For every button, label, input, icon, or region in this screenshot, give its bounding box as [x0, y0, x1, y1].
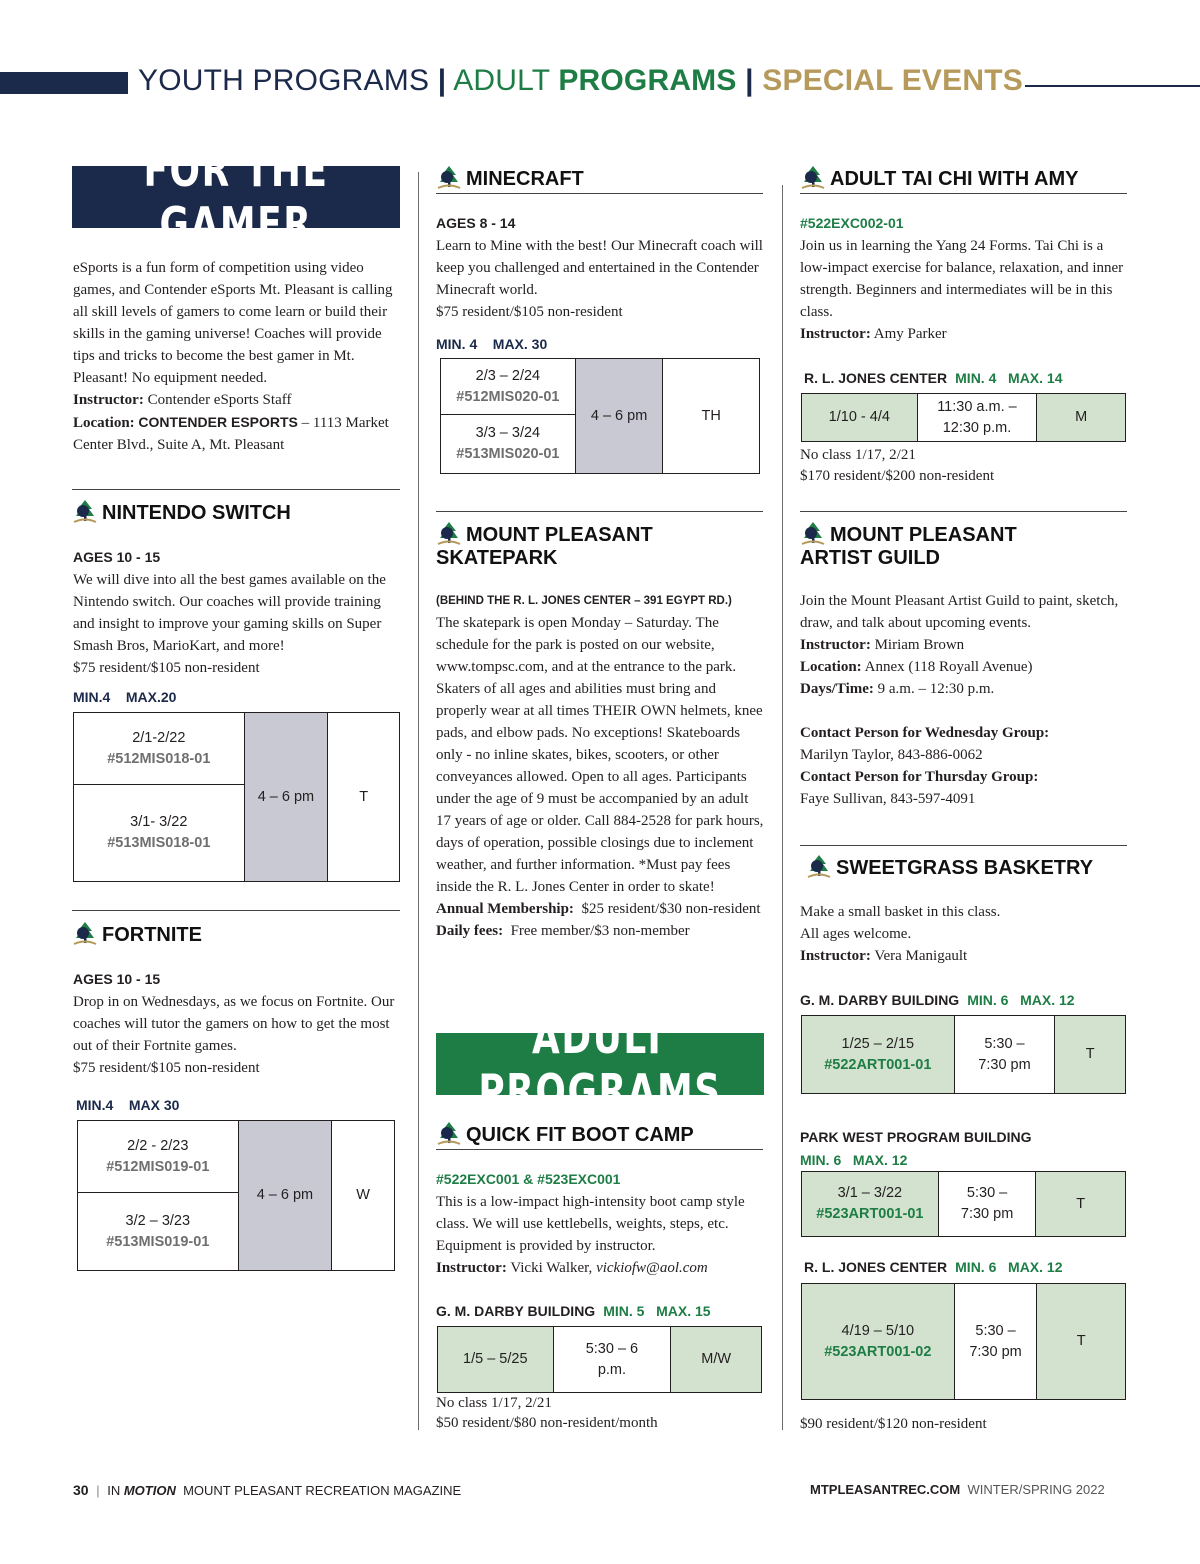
- header-accent-bar: [0, 72, 128, 94]
- bootcamp-note: No class 1/17, 2/21: [436, 1395, 552, 1411]
- fortnite-title-text: FORTNITE: [102, 924, 202, 946]
- fortnite-fee: $75 resident/$105 non-resident: [73, 1060, 260, 1076]
- taichi-fee: $170 resident/$200 non-resident: [800, 468, 995, 484]
- footer-motion: MOTION: [123, 1483, 176, 1498]
- minecraft-desc: Learn to Mine with the best! Our Minecraft coach will keep you challenged and entertained in the Contender Minecraft world.: [436, 238, 763, 298]
- header-adult-word: ADULT: [453, 64, 559, 97]
- instructor-label: Instructor:: [800, 948, 871, 964]
- taichi-minmax: MIN. 4 MAX. 14: [955, 370, 1063, 386]
- schedule-dates-cell: 1/5 – 5/25: [438, 1327, 554, 1393]
- taichi-title-text: ADULT TAI CHI WITH AMY: [830, 168, 1079, 190]
- session-code[interactable]: #523ART001-01: [816, 1206, 924, 1222]
- minecraft-schedule-table: [440, 358, 760, 474]
- fortnite-desc: Drop in on Wednesdays, as we focus on Fortnite. Our coaches will tutor the gamers on how to get the most out of their Fortnite games.: [73, 994, 395, 1054]
- fortnite-ages: AGES 10 - 15: [73, 971, 161, 987]
- bootcamp-title: [436, 1120, 694, 1147]
- gamer-intro-text: eSports is a fun form of competition using video games, and Contender eSports Mt. Pleasant is calling all skill levels of gamers to come learn or build their skills in the gaming universe! Coaches will provide tips and tricks to become the best gamer in Mt. Pleasant! No equipment needed.: [73, 260, 393, 386]
- footer-divider: |: [96, 1483, 100, 1498]
- session-code[interactable]: #513MIS018-01: [107, 835, 211, 851]
- nintendo-title: [72, 498, 291, 525]
- page-number: 30: [73, 1482, 89, 1498]
- nintendo-schedule-table: [73, 712, 400, 882]
- taichi-schedule-table: [801, 393, 1126, 442]
- instructor-label: Instructor:: [800, 637, 871, 653]
- instructor-name: Vera Manigault: [874, 948, 968, 964]
- taichi-body: [800, 212, 1130, 345]
- section-rule: [800, 511, 1127, 512]
- daily-fee: Free member/$3 non-member: [510, 923, 690, 939]
- fortnite-body: [73, 968, 403, 1079]
- basketry-fee: $90 resident/$120 non-resident: [800, 1416, 987, 1432]
- footer-in: IN: [107, 1483, 121, 1498]
- section-rule: [436, 193, 763, 194]
- artist-guild-body: [800, 590, 1130, 810]
- taichi-note: No class 1/17, 2/21: [800, 447, 916, 463]
- tree-logo-icon: [800, 164, 826, 190]
- skatepark-title-line2: SKATEPARK: [436, 547, 558, 569]
- for-the-gamer-banner: [72, 143, 400, 251]
- footer-website[interactable]: MTPLEASANTREC.COM: [810, 1482, 961, 1497]
- schedule-session-cell: [802, 1016, 955, 1094]
- session-dates: 3/1- 3/22: [130, 814, 188, 830]
- header-special-events[interactable]: SPECIAL EVENTS: [762, 64, 1023, 97]
- session-dates: 2/3 – 2/24: [475, 367, 541, 384]
- artist-location: Annex (118 Royall Avenue): [864, 659, 1033, 675]
- banner-title: ADULT PROGRAMS: [478, 1010, 722, 1118]
- session-code[interactable]: #512MIS020-01: [456, 388, 560, 405]
- basketry-loc1: G. M. DARBY BUILDING: [800, 992, 960, 1008]
- artist-desc: Join the Mount Pleasant Artist Guild to paint, sketch, draw, and talk about upcoming events.: [800, 593, 1119, 631]
- skatepark-title: [436, 520, 653, 570]
- schedule-day-cell: T: [1037, 1284, 1126, 1400]
- tree-logo-icon: [436, 520, 462, 546]
- basketry-desc-1: Make a small basket in this class.: [800, 904, 1001, 920]
- annual-fee: $25 resident/$30 non-resident: [581, 901, 761, 917]
- fortnite-title: [72, 920, 202, 947]
- schedule-time-cell: 5:30 – 6 p.m.: [553, 1327, 671, 1393]
- basketry-loc1-minmax: MIN. 6 MAX. 12: [967, 992, 1075, 1008]
- days-label: Days/Time:: [800, 681, 874, 697]
- bootcamp-title-text: QUICK FIT BOOT CAMP: [466, 1124, 694, 1146]
- column-divider-1: [418, 172, 419, 1430]
- artist-title-line1: MOUNT PLEASANT: [830, 524, 1017, 546]
- basketry-loc2-minmax: MIN. 6 MAX. 12: [800, 1152, 908, 1168]
- minecraft-ages: AGES 8 - 14: [436, 215, 516, 231]
- header-programs-word: PROGRAMS: [558, 64, 737, 97]
- session-dates: 4/19 – 5/10: [841, 1322, 915, 1339]
- taichi-notes: [800, 445, 1130, 487]
- basketry-loc1-row: [800, 992, 1075, 1010]
- session-dates: 3/3 – 3/24: [475, 425, 541, 441]
- taichi-title: [800, 164, 1078, 191]
- session-code[interactable]: #513MIS019-01: [106, 1233, 210, 1250]
- instructor-name: Vicki Walker,: [510, 1260, 593, 1276]
- bootcamp-body: [436, 1168, 766, 1279]
- taichi-desc: Join us in learning the Yang 24 Forms. Tai Chi is a low-impact exercise for balance, relaxation, and inner strength. Beginners and intermediates will be in this class.: [800, 238, 1124, 320]
- minecraft-minmax: MIN. 4 MAX. 30: [436, 336, 548, 352]
- header-adult-programs[interactable]: [453, 64, 736, 97]
- tree-logo-icon: [72, 498, 98, 524]
- schedule-day-cell: W: [332, 1121, 395, 1271]
- nintendo-title-text: NINTENDO SWITCH: [102, 502, 291, 524]
- instructor-label: Instructor:: [73, 392, 144, 408]
- basketry-loc3-row: [804, 1259, 1063, 1277]
- session-code[interactable]: #523ART001-02: [824, 1343, 932, 1360]
- gamer-intro: [73, 257, 403, 456]
- location-label: Location:: [800, 659, 862, 675]
- location-label: Location:: [73, 415, 135, 431]
- tree-logo-icon: [436, 1120, 462, 1146]
- schedule-time-cell: 5:30 – 7:30 pm: [938, 1172, 1036, 1237]
- instructor-label: Instructor:: [800, 326, 871, 342]
- session-dates: 2/1-2/22: [132, 729, 186, 746]
- schedule-day-cell: T: [328, 713, 400, 882]
- schedule-time-cell: 4 – 6 pm: [238, 1121, 332, 1271]
- bootcamp-desc: This is a low-impact high-intensity boot camp style class. We will use kettlebells, weights, steps, etc. Equipment is provided by instructor.: [436, 1194, 745, 1254]
- banner-title: FOR THE GAMER: [143, 143, 329, 251]
- schedule-dates-cell: 1/10 - 4/4: [802, 394, 918, 442]
- nintendo-desc: We will dive into all the best games available on the Nintendo switch. Our coaches will provide training and insight to improve your gaming skills on Super Smash Bros, MarioKart, and more!: [73, 572, 386, 654]
- minecraft-title: [436, 164, 584, 191]
- session-dates: 1/25 – 2/15: [841, 1035, 915, 1052]
- bootcamp-code[interactable]: #522EXC001 & #523EXC001: [436, 1171, 621, 1187]
- adult-programs-banner: [436, 1010, 764, 1118]
- basketry-table-3: [801, 1283, 1126, 1400]
- minecraft-body: [436, 212, 766, 323]
- skatepark-title-line1: MOUNT PLEASANT: [466, 524, 653, 546]
- thursday-contact: Faye Sullivan, 843-597-4091: [800, 791, 976, 807]
- schedule-time-cell: 4 – 6 pm: [575, 359, 663, 474]
- schedule-day-cell: M/W: [671, 1327, 762, 1393]
- basketry-loc3-minmax: MIN. 6 MAX. 12: [955, 1259, 1063, 1275]
- schedule-day-cell: TH: [663, 359, 760, 474]
- basketry-loc2-row: [800, 1126, 1032, 1172]
- instructor-name: Amy Parker: [873, 326, 947, 342]
- instructor-name: Contender eSports Staff: [147, 392, 292, 408]
- footer-right: [810, 1482, 1105, 1497]
- nintendo-ages: AGES 10 - 15: [73, 549, 161, 565]
- basketry-loc2: PARK WEST PROGRAM BUILDING: [800, 1129, 1032, 1145]
- minecraft-fee: $75 resident/$105 non-resident: [436, 304, 623, 320]
- thursday-contact-label: Contact Person for Thursday Group:: [800, 769, 1039, 785]
- footer-season: WINTER/SPRING 2022: [967, 1482, 1105, 1497]
- basketry-body: [800, 901, 1130, 967]
- daily-label: Daily fees:: [436, 923, 504, 939]
- footer-left: [73, 1482, 461, 1498]
- basketry-table-1: [801, 1015, 1126, 1094]
- schedule-session-cell: [74, 713, 245, 785]
- header-separator: |: [437, 64, 447, 97]
- section-rule: [436, 511, 763, 512]
- schedule-time-cell: 5:30 – 7:30 pm: [954, 1016, 1055, 1094]
- session-code[interactable]: #513MIS020-01: [456, 446, 560, 462]
- skatepark-desc: The skatepark is open Monday – Saturday. The schedule for the park is posted on our website, www.tompsc.com, and at the entrance to the park. Skaters of all ages and abilities must bring and properly wear at all times THEIR OWN helmets, knee pads, and elbow pads. No exceptions! Skateboards only - no inline skates, bikes, scooters, or other conveyances allowed. Open to all ages. Participants under the age of 9 must be accompanied by an adult 17 years of age or older. Call 884-2528 for park hours, days of operation, possible closings due to inclement weather, and further information. *Must pay fees inside the R. L. Jones Center in order to skate!: [436, 615, 764, 895]
- taichi-location: R. L. JONES CENTER: [804, 370, 948, 386]
- location-name: CONTENDER ESPORTS: [138, 414, 298, 430]
- header-youth-programs[interactable]: YOUTH PROGRAMS: [138, 64, 430, 97]
- instructor-email[interactable]: vickiofw@aol.com: [596, 1260, 708, 1276]
- bootcamp-location-row: [436, 1303, 711, 1321]
- section-header: [138, 64, 1023, 98]
- basketry-title: [806, 853, 1093, 880]
- header-rule: [1025, 85, 1200, 87]
- session-code[interactable]: #512MIS019-01: [106, 1158, 210, 1175]
- taichi-code[interactable]: #522EXC002-01: [800, 215, 904, 231]
- basketry-table-2: [801, 1171, 1126, 1237]
- location-address: – 1113 Market Center Blvd., Suite A, Mt. Pleasant: [73, 415, 389, 453]
- annual-label: Annual Membership:: [436, 901, 574, 917]
- bootcamp-minmax: MIN. 5 MAX. 15: [603, 1303, 711, 1319]
- session-dates: 3/1 – 3/22: [837, 1185, 903, 1201]
- tree-logo-icon: [72, 920, 98, 946]
- artist-title-line2: ARTIST GUILD: [800, 547, 940, 569]
- skatepark-body: [436, 612, 766, 942]
- instructor-name: Miriam Brown: [874, 637, 965, 653]
- schedule-session-cell: [441, 415, 576, 474]
- nintendo-body: [73, 546, 403, 679]
- schedule-day-cell: T: [1055, 1016, 1126, 1094]
- section-rule: [72, 489, 400, 490]
- basketry-loc3: R. L. JONES CENTER: [804, 1259, 948, 1275]
- session-code[interactable]: #512MIS018-01: [107, 750, 211, 767]
- bootcamp-notes: [436, 1393, 766, 1433]
- schedule-session-cell: [441, 359, 576, 415]
- taichi-location-row: [804, 370, 1063, 388]
- wednesday-contact: Marilyn Taylor, 843-886-0062: [800, 747, 983, 763]
- section-rule: [800, 193, 1127, 194]
- schedule-day-cell: M: [1037, 394, 1126, 442]
- nintendo-fee: $75 resident/$105 non-resident: [73, 660, 260, 676]
- schedule-time-cell: 5:30 – 7:30 pm: [954, 1284, 1037, 1400]
- bootcamp-location: G. M. DARBY BUILDING: [436, 1303, 596, 1319]
- header-separator-2: |: [745, 64, 754, 97]
- minecraft-title-text: MINECRAFT: [466, 168, 584, 190]
- schedule-session-cell: [74, 785, 245, 882]
- nintendo-minmax: MIN.4 MAX.20: [73, 689, 177, 705]
- column-divider-2: [782, 185, 783, 1430]
- session-dates: 2/2 - 2/23: [127, 1137, 189, 1154]
- wednesday-contact-label: Contact Person for Wednesday Group:: [800, 725, 1050, 741]
- artist-guild-title: [800, 520, 1017, 570]
- skatepark-subtitle: (BEHIND THE R. L. JONES CENTER – 391 EGYPT RD.): [436, 595, 732, 607]
- schedule-session-cell: [802, 1284, 955, 1400]
- basketry-desc-2: All ages welcome.: [800, 926, 912, 942]
- tree-logo-icon: [806, 853, 832, 879]
- schedule-time-cell: 4 – 6 pm: [244, 713, 328, 882]
- tree-logo-icon: [800, 520, 826, 546]
- schedule-day-cell: T: [1036, 1172, 1126, 1237]
- basketry-title-text: SWEETGRASS BASKETRY: [836, 857, 1094, 879]
- schedule-session-cell: [78, 1121, 239, 1193]
- bootcamp-schedule-table: [437, 1326, 762, 1393]
- section-rule: [72, 910, 400, 911]
- session-code[interactable]: #522ART001-01: [824, 1056, 932, 1073]
- section-rule: [436, 1149, 763, 1150]
- footer-magazine: MOUNT PLEASANT RECREATION MAGAZINE: [183, 1483, 462, 1498]
- fortnite-minmax: MIN.4 MAX 30: [76, 1097, 180, 1113]
- instructor-label: Instructor:: [436, 1260, 507, 1276]
- section-rule: [800, 845, 1127, 846]
- fortnite-schedule-table: [77, 1120, 395, 1271]
- schedule-session-cell: [78, 1193, 239, 1271]
- tree-logo-icon: [436, 164, 462, 190]
- schedule-session-cell: [802, 1172, 939, 1237]
- artist-days: 9 a.m. – 12:30 p.m.: [877, 681, 995, 697]
- schedule-time-cell: 11:30 a.m. – 12:30 p.m.: [917, 394, 1037, 442]
- session-dates: 3/2 – 3/23: [125, 1212, 191, 1229]
- bootcamp-fee: $50 resident/$80 non-resident/month: [436, 1415, 658, 1431]
